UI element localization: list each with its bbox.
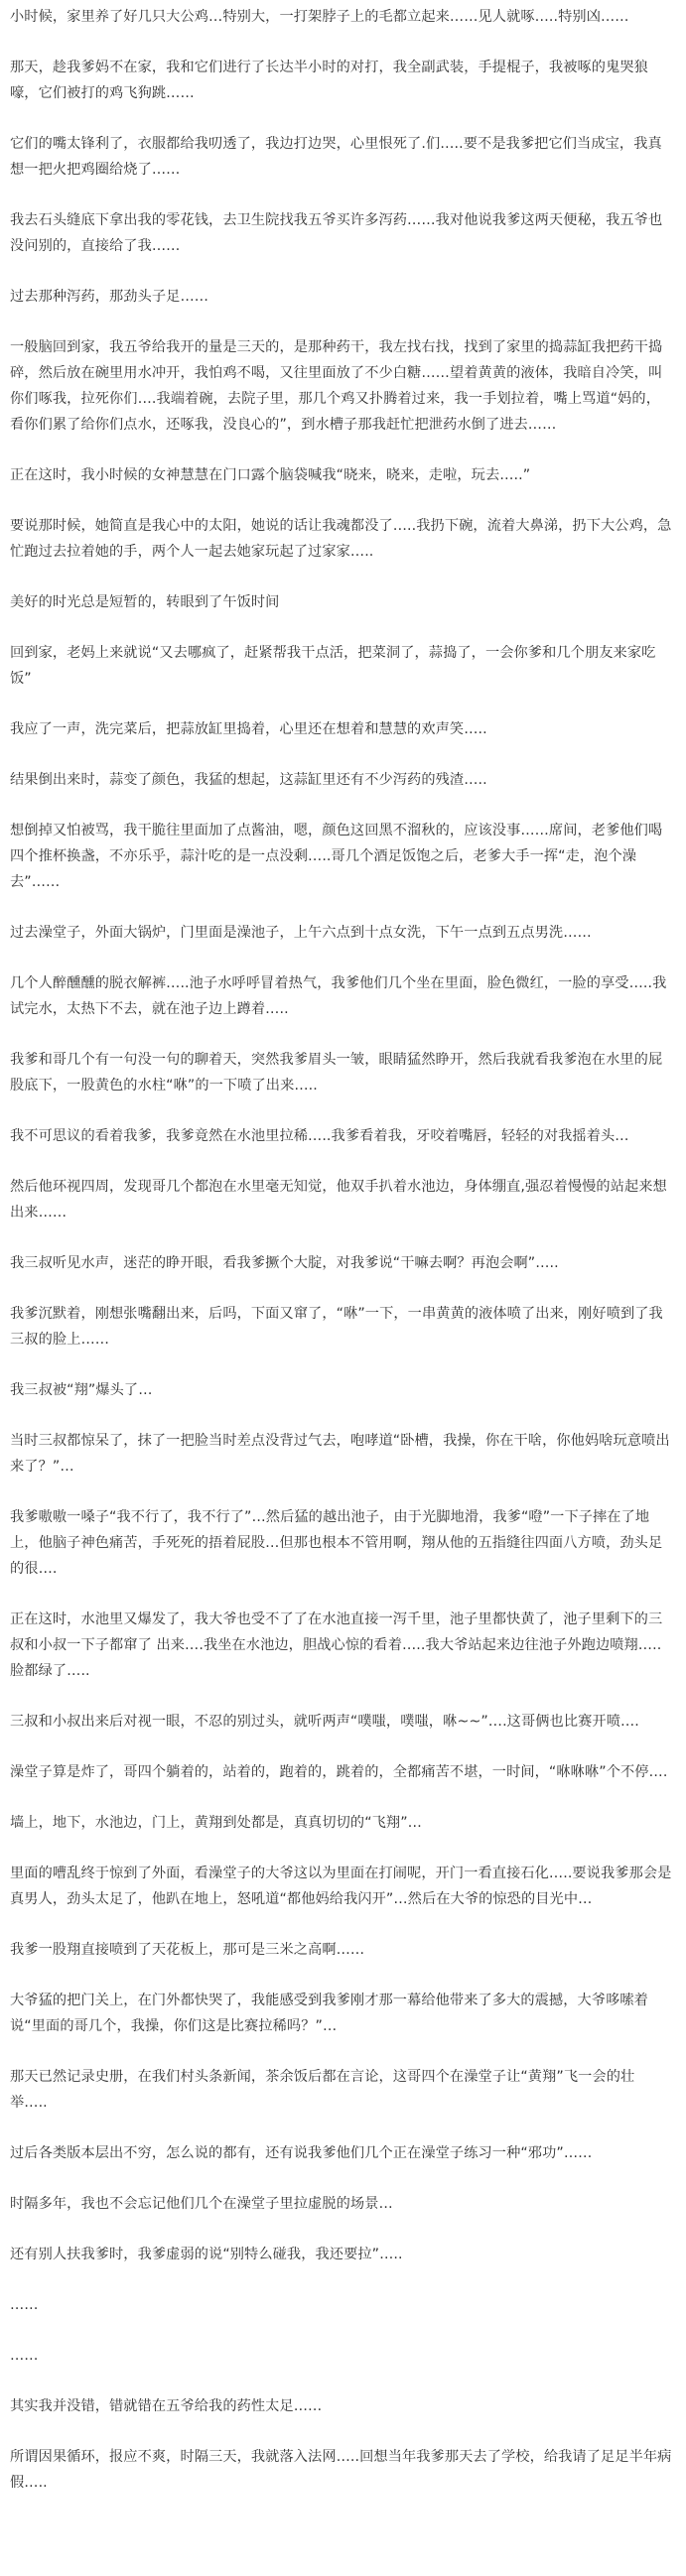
paragraph: …… [10, 2348, 39, 2364]
paragraph: 它们的嘴太锋利了，衣服都给我叨透了，我边打边哭，心里恨死了.们…..要不是我爹把它们当成宝，我真想一把火把鸡圈给烧了…… [10, 136, 662, 178]
paragraph: 里面的嘈乱终于惊到了外面，看澡堂子的大爷这以为里面在打闹呢，开门一看直接石化…..要说我爹那会是真男人，劲头太足了，他趴在地上，怒吼道“都他妈给我闪开”…然后在大爷的惊恐的目光中… [10, 1866, 672, 1907]
paragraph: 我爹一股翔直接喷到了天花板上，那可是三米之高啊…… [10, 1942, 365, 1958]
paragraph: 当时三叔都惊呆了，抹了一把脸当时差点没背过气去，咆哮道“卧槽，我操，你在干啥，你他妈啥玩意喷出来了？”… [10, 1433, 670, 1475]
paragraph: 那天已然记录史册，在我们村头条新闻，茶余饭后都在言论，这哥四个在澡堂子让“黄翔”飞一会的壮举….. [10, 2069, 635, 2111]
paragraph: 一般脑回到家，我五爷给我开的量是三天的，是那种药干，我左找右找，找到了家里的捣蒜缸我把药干捣碎，然后放在碗里用水冲开，我怕鸡不喝，又往里面放了不少白糖……望着黄黄的液体，我暗自冷笑，叫你们啄我，拉死你们….我端着碗，去院子里，那几个鸡又扑腾着过来，我一手划拉着，嘴上骂道“妈的，看你们累了给你们点水，还啄我，没良心的”，到水槽子那我赶忙把泄药水倒了进去…… [10, 339, 663, 433]
paragraph: 然后他环视四周，发现哥几个都泡在水里毫无知觉，他双手扒着水池边，身体绷直,强忍着慢慢的站起来想出来…… [10, 1179, 667, 1221]
paragraph: 回到家，老妈上来就说“又去哪疯了，赶紧帮我干点活，把菜洞了，蒜捣了，一会你爹和几个朋友来家吃饭” [10, 645, 656, 687]
paragraph: 还有别人扶我爹时，我爹虚弱的说“别特么碰我，我还要拉”….. [10, 2247, 403, 2262]
paragraph: 我三叔听见水声，迷茫的睁开眼，看我爹撅个大腚，对我爹说“干嘛去啊？再泡会啊”….. [10, 1255, 559, 1271]
paragraph: …… [10, 2297, 39, 2313]
paragraph: 想倒掉又怕被骂，我干脆往里面加了点酱油，嗯，颜色这回黑不溜秋的，应该没事……席间，老爹他们喝四个推杯换盏，不亦乐乎，蒜汁吃的是一点没剩…..哥几个酒足饭饱之后，老爹大手一挥“走，泡个澡去”…… [10, 823, 663, 890]
article-body [10, 4, 672, 2496]
paragraph: 结果倒出来时，蒜变了颜色，我猛的想起，这蒜缸里还有不少泻药的残渣….. [10, 772, 487, 788]
paragraph: 澡堂子算是炸了，哥四个躺着的，站着的，跑着的，跳着的，全都痛苦不堪，一时间，“咻咻咻”个不停…. [10, 1764, 668, 1780]
paragraph: 大爷猛的把门关上，在门外都快哭了，我能感受到我爹刚才那一幕给他带来了多大的震撼，大爷哆嗦着说“里面的哥几个，我操，你们这是比赛拉稀吗？”… [10, 1993, 648, 2034]
paragraph: 正在这时，水池里又爆发了，我大爷也受不了了在水池直接一泻千里，池子里都快黄了，池子里剩下的三叔和小叔一下子都窜了 出来….我坐在水池边，胆战心惊的看着…..我大爷站起来边往池子外跑边喷翔…..脸都绿了….. [10, 1611, 663, 1679]
paragraph: 美好的时光总是短暂的，转眼到了午饭时间 [10, 594, 280, 610]
paragraph: 我去石头缝底下拿出我的零花钱，去卫生院找我五爷买许多泻药……我对他说我爹这两天便秘，我五爷也没问别的，直接给了我…… [10, 212, 663, 254]
paragraph: 我爹嗷嗷一嗓子“我不行了，我不行了”…然后猛的越出池子，由于光脚地滑，我爹“噔”一下子摔在了地上，他脑子神色痛苦，手死死的捂着屁股…但那也根本不管用啊，翔从他的五指缝往四面八方喷，劲头足的很…. [10, 1509, 663, 1577]
paragraph: 几个人醉醺醺的脱衣解裤…..池子水呼呼冒着热气，我爹他们几个坐在里面，脸色微红，一脸的享受…..我试完水，太热下不去，就在池子边上蹲着….. [10, 975, 667, 1017]
paragraph: 要说那时候，她简直是我心中的太阳，她说的话让我魂都没了…..我扔下碗，流着大鼻涕，扔下大公鸡，急忙跑过去拉着她的手，两个人一起去她家玩起了过家家….. [10, 518, 672, 560]
paragraph: 小时候，家里养了好几只大公鸡…特别大，一打架脖子上的毛都立起来……见人就啄…..特别凶…… [10, 9, 629, 25]
paragraph: 我爹和哥几个有一句没一句的聊着天，突然我爹眉头一皱，眼睛猛然睁开，然后我就看我爹泡在水里的屁股底下，一股黄色的水柱“咻”的一下喷了出来….. [10, 1052, 663, 1094]
paragraph: 过后各类版本层出不穷，怎么说的都有，还有说我爹他们几个正在澡堂子练习一种“邪功”…… [10, 2145, 593, 2161]
paragraph: 过去那种泻药，那劲头子足…… [10, 289, 209, 305]
paragraph: 墙上，地下，水池边，门上，黄翔到处都是，真真切切的“飞翔”… [10, 1815, 422, 1831]
paragraph: 我爹沉默着，刚想张嘴翻出来，后吗，下面又窜了，“咻”一下，一串黄黄的液体喷了出来，刚好喷到了我三叔的脸上…… [10, 1306, 663, 1348]
paragraph: 时隔多年，我也不会忘记他们几个在澡堂子里拉虚脱的场景… [10, 2196, 393, 2212]
paragraph: 三叔和小叔出来后对视一眼，不忍的别过头，就听两声“噗嗤，噗嗤，咻~~”….这哥俩也比赛开喷…. [10, 1714, 639, 1730]
paragraph: 所谓因果循环，报应不爽，时隔三天，我就落入法网…..回想当年我爹那天去了学校，给我请了足足半年病假….. [10, 2449, 672, 2491]
paragraph: 那天，趁我爹妈不在家，我和它们进行了长达半小时的对打，我全副武装，手提棍子，我被啄的鬼哭狼嚎，它们被打的鸡飞狗跳…… [10, 60, 648, 101]
paragraph: 其实我并没错，错就错在五爷给我的药性太足…… [10, 2398, 323, 2414]
paragraph: 过去澡堂子，外面大锅炉，门里面是澡池子，上午六点到十点女洗，下午一点到五点男洗…… [10, 925, 592, 941]
paragraph: 我三叔被“翔”爆头了… [10, 1382, 153, 1398]
paragraph: 正在这时，我小时候的女神慧慧在门口露个脑袋喊我“晓来，晓来，走啦，玩去…..” [10, 467, 531, 483]
paragraph: 我应了一声，洗完菜后，把蒜放缸里捣着，心里还在想着和慧慧的欢声笑….. [10, 721, 487, 737]
paragraph: 我不可思议的看着我爹，我爹竟然在水池里拉稀…..我爹看着我，牙咬着嘴唇，轻轻的对我摇着头… [10, 1128, 629, 1144]
